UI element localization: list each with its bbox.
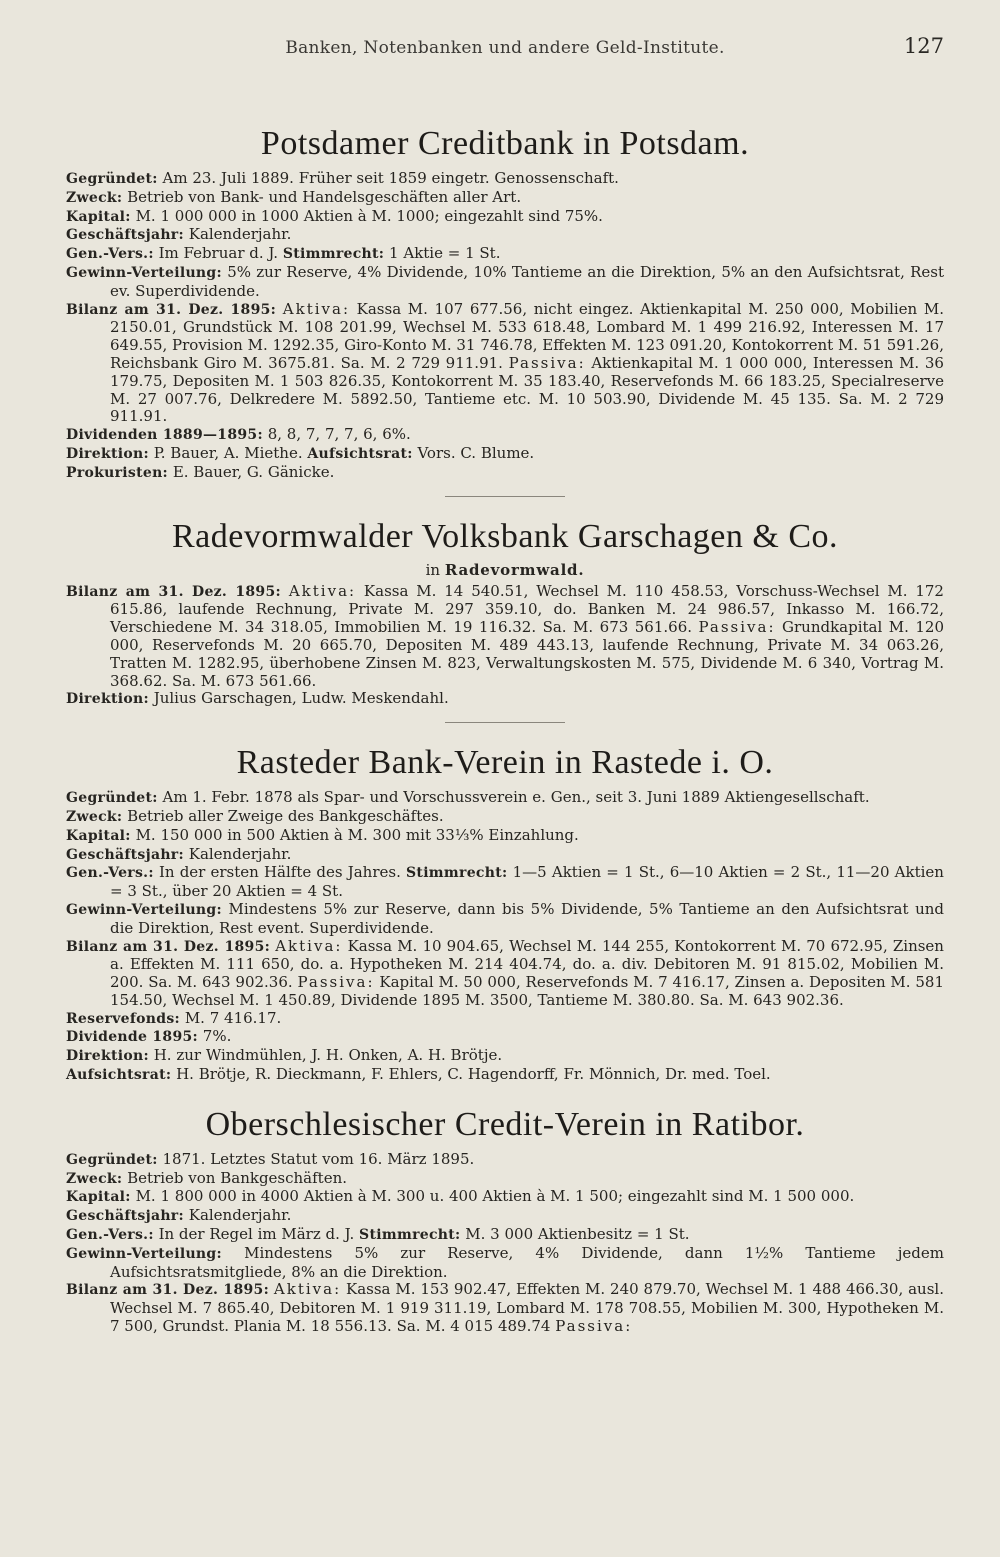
page-number: 127 [903, 34, 944, 58]
entry-label: Zweck: [66, 189, 123, 206]
passiva-label: Passiva: [555, 1317, 633, 1336]
entry-reservefonds [66, 1010, 944, 1029]
entry-dividende [66, 1028, 944, 1047]
section-rasteder-bank-verein [66, 743, 944, 1085]
entry-text: Betrieb von Bankgeschäften. [127, 1168, 348, 1187]
entry-kapital [66, 827, 944, 846]
entry-label: Geschäftsjahr: [66, 227, 184, 244]
entry-aufsichtsrat [66, 1066, 944, 1085]
entry-bilanz [66, 938, 944, 1010]
entry-prokuristen [66, 464, 944, 483]
entry-text: Mindestens 5% zur Reserve, dann bis 5% Dividende, 5% Tantieme an den Aufsichtsrat und die Direktion, Rest event. Superdividende. [110, 899, 944, 937]
entry-label: Direktion: [66, 445, 149, 462]
entry-text-secondary: 1—5 Aktien = 1 St., 6—10 Aktien = 2 St., 11—20 Aktien = 3 St., über 20 Aktien = 4 St. [110, 863, 944, 901]
entry-text: 7%. [202, 1027, 232, 1046]
entry-label: Gen.-Vers.: [66, 865, 154, 882]
entry-text: 5% zur Reserve, 4% Dividende, 10% Tantieme an die Direktion, 5% an den Aufsichtsrat, Rest ev. Superdividende. [110, 262, 944, 300]
entry-label: Gen.-Vers.: [66, 1227, 154, 1244]
section-title: Oberschlesischer Credit-Verein in Ratibor. [205, 1105, 805, 1143]
entry-text: P. Bauer, A. Miethe. [153, 443, 303, 462]
passiva-text: Aktienkapital M. 1 000 000, Interessen M. 36 179.75, Depositen M. 1 503 826.35, Kontokorrent M. 35 183.40, Reservefonds M. 66 183.25, Specialreserve M. 27 007.76, Delkredere M. 5892.50, Tantieme etc. M. 10 503.90, Dividende M. 45 135. Sa. M. 2 729 911.91. [110, 353, 944, 426]
entry-label: Gegründet: [66, 171, 158, 187]
entry-label: Gewinn-Verteilung: [66, 264, 222, 281]
entry-gen-vers [66, 245, 944, 264]
section-subtitle [66, 561, 944, 580]
aktiva-label: Aktiva: [275, 936, 343, 955]
entry-text-secondary: 1 Aktie = 1 St. [389, 244, 501, 263]
aktiva-label: Aktiva: [273, 1280, 342, 1299]
entry-label: Kapital: [66, 827, 131, 844]
entry-gegruendet [66, 789, 944, 808]
entry-text: Am 23. Juli 1889. Früher seit 1859 eingetr. Genossenschaft. [162, 169, 619, 187]
entry-label: Aufsichtsrat: [66, 1067, 172, 1084]
entry-text-secondary: M. 3 000 Aktienbesitz = 1 St. [465, 1225, 690, 1244]
entry-text: H. zur Windmühlen, J. H. Onken, A. H. Brötje. [153, 1046, 503, 1065]
entry-label: Direktion: [66, 691, 149, 708]
entry-text: In der Regel im März d. J. [158, 1225, 355, 1244]
entry-gewinn-verteilung [66, 901, 944, 938]
entry-label: Gen.-Vers.: [66, 246, 154, 263]
entry-text: Betrieb von Bank- und Handelsgeschäften aller Art. [127, 187, 522, 206]
entry-text: E. Bauer, G. Gänicke. [172, 462, 335, 481]
entry-label-secondary: Stimmrecht: [359, 1227, 461, 1244]
entry-kapital [66, 1188, 944, 1207]
entry-label: Gegründet: [66, 790, 158, 807]
entry-text: M. 7 416.17. [184, 1008, 282, 1027]
entry-text: Kalenderjahr. [188, 1206, 292, 1225]
entry-bilanz [66, 301, 944, 427]
entry-text: M. 150 000 in 500 Aktien à M. 300 mit 33⅓% Einzahlung. [135, 825, 579, 844]
entry-label-secondary: Stimmrecht: [406, 865, 508, 882]
entry-gegruendet [66, 170, 944, 189]
entry-text: 8, 8, 7, 7, 7, 6, 6%. [267, 425, 411, 444]
aktiva-text: Kassa M. 10 904.65, Wechsel M. 144 255, Kontokorrent M. 70 672.95, Zinsen a. Effekten M. 111 650, do. a. Hypotheken M. 214 404.74, do. a. div. Debitoren M. 91 815.02, Mobilien M. 200. Sa. M. 643 902.36. [110, 936, 944, 992]
entry-label: Reservefonds: [66, 1010, 181, 1027]
entry-label: Zweck: [66, 1170, 123, 1187]
entry-label: Geschäftsjahr: [66, 1208, 184, 1225]
entry-label-secondary: Aufsichtsrat: [307, 445, 413, 462]
entry-text: Im Februar d. J. [158, 244, 279, 263]
entry-dividenden [66, 426, 944, 445]
passiva-text: Kapital M. 50 000, Reservefonds M. 7 416.17, Zinsen a. Depositen M. 581 154.50, Wechsel M. 1 450.89, Dividende 1895 M. 3500, Tantieme M. 380.80. Sa. M. 643 902.36. [110, 973, 945, 1009]
entry-text: M. 1 800 000 in 4000 Aktien à M. 300 u. 400 Aktien à M. 1 500; eingezahlt sind M. 1 500 000. [135, 1187, 855, 1206]
entry-label: Geschäftsjahr: [66, 846, 184, 863]
entry-label: Zweck: [66, 808, 123, 825]
entry-text: Kalenderjahr. [188, 225, 292, 244]
entry-text: 1871. Letztes Statut vom 16. März 1895. [162, 1149, 475, 1168]
entry-text: Betrieb aller Zweige des Bankgeschäftes. [127, 806, 444, 825]
aktiva-label: Aktiva: [282, 299, 350, 318]
entry-label: Bilanz am 31. Dez. 1895: [66, 301, 277, 318]
entry-direktion [66, 1047, 944, 1066]
entry-gewinn-verteilung [66, 1245, 944, 1282]
entry-label: Gegründet: [66, 1151, 158, 1168]
entry-label: Bilanz am 31. Dez. 1895: [66, 583, 281, 600]
entry-label: Direktion: [66, 1048, 149, 1065]
entry-text: H. Brötje, R. Dieckmann, F. Ehlers, C. Hagendorff, Fr. Mönnich, Dr. med. Toel. [176, 1065, 771, 1084]
aktiva-text: Kassa M. 107 677.56, nicht eingez. Aktienkapital M. 250 000, Mobilien M. 2150.01, Grundstück M. 108 201.99, Wechsel M. 533 618.48, Lombard M. 1 499 216.92, Interessen M. 17 649.55, Provision M. 1292.35, Giro-Konto M. 31 746.78, Effekten M. 123 091.20, Kontokorrent M. 51 591.26, Reichsbank Giro M. 3675.81. Sa. M. 2 729 911.91. [110, 299, 944, 372]
entry-gewinn-verteilung [66, 264, 944, 301]
entry-zweck [66, 1170, 944, 1189]
subtitle-prefix: in [425, 560, 441, 579]
entry-label: Dividende 1895: [66, 1029, 198, 1046]
aktiva-label: Aktiva: [288, 581, 357, 600]
section-divider [445, 722, 565, 723]
entry-gegruendet [66, 1151, 944, 1170]
passiva-label: Passiva: [508, 353, 586, 372]
section-radevormwalder-volksbank [66, 517, 944, 724]
entry-gen-vers [66, 1226, 944, 1245]
entry-gen-vers [66, 864, 944, 901]
section-divider [445, 496, 565, 497]
entry-text-secondary: Vors. C. Blume. [417, 443, 535, 462]
passiva-label: Passiva: [297, 973, 375, 992]
entry-text: Mindestens 5% zur Reserve, 4% Dividende, dann 1½% Tantieme jedem Aufsichtsratsmitgliede, 8% an die Direktion. [110, 1243, 944, 1281]
section-title: Rasteder Bank-Verein in Rastede i. O. [236, 744, 774, 782]
entry-zweck [66, 808, 944, 827]
subtitle-place: Radevormwald. [444, 560, 585, 579]
running-header [66, 34, 944, 72]
entry-label: Kapital: [66, 1189, 131, 1206]
entry-label: Prokuristen: [66, 464, 169, 481]
entry-label-secondary: Stimmrecht: [282, 246, 385, 263]
entry-geschaeftsjahr [66, 226, 944, 245]
entry-kapital [66, 208, 944, 227]
passiva-label: Passiva: [698, 618, 776, 637]
aktiva-text: Kassa M. 14 540.51, Wechsel M. 110 458.53, Vorschuss-Wechsel M. 172 615.86, laufende Rechnung, Private M. 297 359.10, do. Banken M. 24 986.57, Inkasso M. 166.72, Verschiedene M. 34 318.05, Immobilien M. 19 116.32. Sa. M. 673 561.66. [110, 581, 944, 637]
passiva-text: Grundkapital M. 120 000, Reservefonds M. 20 665.70, Depositen M. 489 443.13, laufende Rechnung, Private M. 34 063.26, Tratten M. 1282.95, überhobene Zinsen M. 823, Verwaltungskosten M. 575, Dividende M. 6 340, Vortrag M. 368.62. Sa. M. 673 561.66. [110, 618, 944, 690]
section-potsdamer-creditbank [66, 124, 944, 497]
entry-bilanz [66, 583, 944, 691]
section-oberschlesischer-credit-verein [66, 1105, 944, 1336]
entry-text: M. 1 000 000 in 1000 Aktien à M. 1000; eingezahlt sind 75%. [135, 206, 603, 225]
entry-geschaeftsjahr [66, 846, 944, 865]
entry-text: Am 1. Febr. 1878 als Spar- und Vorschussverein e. Gen., seit 3. Juni 1889 Aktiengesellschaft. [162, 788, 870, 807]
entry-label: Bilanz am 31. Dez. 1895: [66, 1282, 270, 1299]
entry-direktion [66, 690, 944, 709]
entry-label: Kapital: [66, 208, 131, 225]
running-header-title: Banken, Notenbanken und andere Geld-Institute. [285, 38, 725, 58]
entry-text: In der ersten Hälfte des Jahres. [158, 863, 401, 882]
entry-zweck [66, 189, 944, 208]
entry-label: Bilanz am 31. Dez. 1895: [66, 938, 271, 955]
entry-label: Dividenden 1889—1895: [66, 427, 263, 444]
entry-direktion [66, 445, 944, 464]
entry-bilanz [66, 1281, 944, 1335]
entry-text: Julius Garschagen, Ludw. Meskendahl. [153, 689, 449, 708]
section-title: Radevormwalder Volksbank Garschagen & Co. [171, 517, 839, 555]
entry-text: Kalenderjahr. [188, 844, 292, 863]
section-title: Potsdamer Creditbank in Potsdam. [260, 125, 750, 162]
entry-label: Gewinn-Verteilung: [66, 901, 222, 918]
aktiva-text: Kassa M. 153 902.47, Effekten M. 240 879.70, Wechsel M. 1 488 466.30, ausl. Wechsel M. 7 865.40, Debitoren M. 1 919 311.19, Lombard M. 178 708.55, Mobilien M. 300, Hypotheken M. 7 500, Grundst. Plania M. 18 556.13. Sa. M. 4 015 489.74 [110, 1280, 944, 1336]
entry-geschaeftsjahr [66, 1207, 944, 1226]
entry-label: Gewinn-Verteilung: [66, 1245, 222, 1262]
